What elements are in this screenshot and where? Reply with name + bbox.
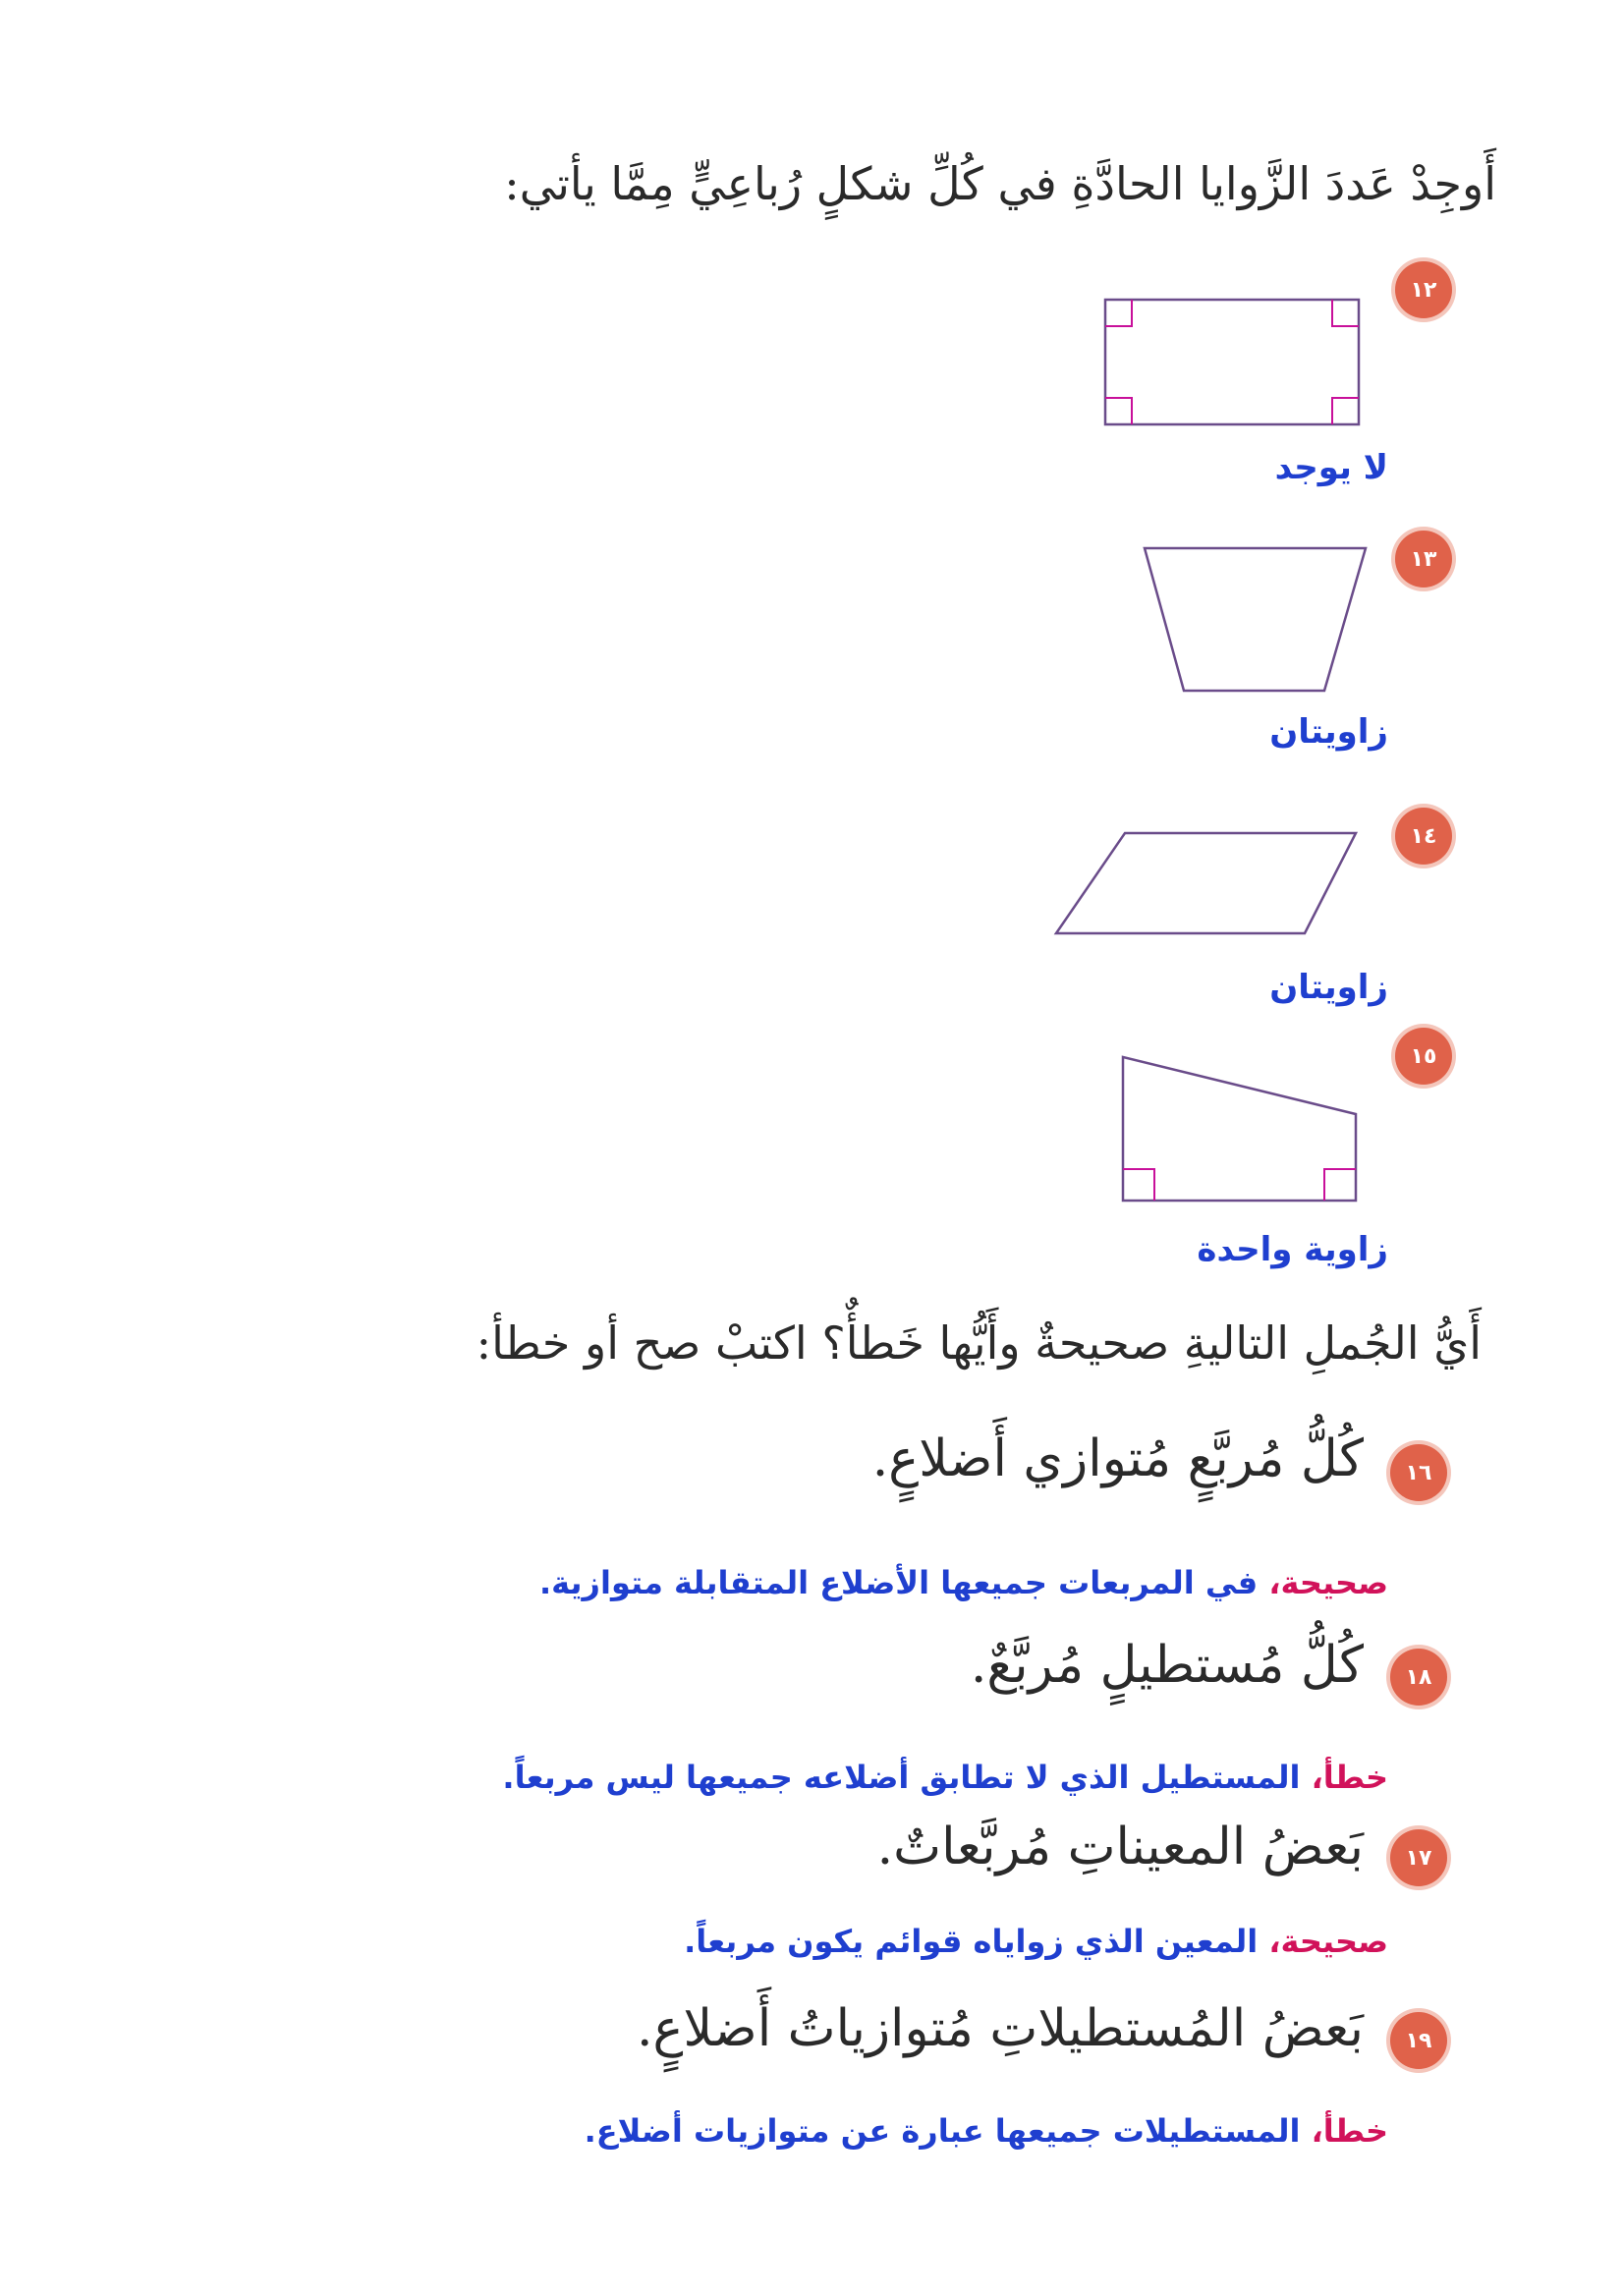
verdict-19: خطأ،	[1311, 2112, 1388, 2150]
explanation-text-16: في المربعات جميعها الأضلاع المتقابلة متوازية.	[538, 1564, 1269, 1601]
verdict-18: خطأ،	[1311, 1759, 1388, 1796]
statement-18: كُلُّ مُستطيلٍ مُربَّعٌ.	[970, 1636, 1364, 1695]
question-number-badge: ١٨	[1390, 1649, 1447, 1706]
question-number-badge: ١٥	[1395, 1028, 1452, 1085]
statement-16: كُلُّ مُربَّعٍ مُتوازي أَضلاعٍ.	[871, 1429, 1364, 1488]
answer-15: زاوية واحدة	[1197, 1230, 1388, 1269]
explanation-text-18: المستطيل الذي لا تطابق أضلاعه جميعها ليس مربعاً.	[502, 1759, 1312, 1796]
statement-17: بَعضُ المعيناتِ مُربَّعاتٌ.	[876, 1818, 1364, 1876]
parallelogram-figure	[1051, 825, 1366, 943]
answer-13: زاويتان	[1269, 712, 1388, 752]
question-number-badge: ١٤	[1395, 808, 1452, 865]
question-number-badge: ١٢	[1395, 261, 1452, 318]
answer-12: لا يوجد	[1274, 448, 1388, 487]
right-trapezoid-figure	[1115, 1051, 1366, 1208]
question-number-badge: ١٧	[1390, 1829, 1447, 1886]
question-number-badge: ١٩	[1390, 2012, 1447, 2069]
statement-19: بَعضُ المُستطيلاتِ مُتوازياتُ أَضلاعٍ.	[636, 1999, 1364, 2058]
explanation-text-19: المستطيلات جميعها عبارة عن متوازيات أضلاع.	[584, 2112, 1312, 2150]
question-number-badge: ١٦	[1390, 1444, 1447, 1501]
explanation-19	[585, 2112, 1388, 2150]
explanation-16	[539, 1564, 1388, 1601]
verdict-16: صحيحة،	[1268, 1564, 1388, 1601]
explanation-17	[684, 1923, 1388, 1960]
section2-heading: أَيُّ الجُملِ التاليةِ صحيحةٌ وأَيُّها خَطأٌ؟ اكتبْ صح أو خطأ:	[476, 1316, 1482, 1370]
trapezoid-figure	[1140, 538, 1375, 696]
question-number-badge: ١٣	[1395, 531, 1452, 588]
rectangle-figure	[1100, 295, 1366, 432]
explanation-18	[502, 1759, 1388, 1796]
verdict-17: صحيحة،	[1268, 1923, 1388, 1960]
explanation-text-17: المعين الذي زواياه قوائم يكون مربعاً.	[684, 1923, 1269, 1960]
answer-14: زاويتان	[1269, 968, 1388, 1007]
section1-heading: أَوجِدْ عَددَ الزَّوايا الحادَّةِ في كُلِّ شكلٍ رُباعِيٍّ مِمَّا يأتي:	[504, 157, 1496, 210]
